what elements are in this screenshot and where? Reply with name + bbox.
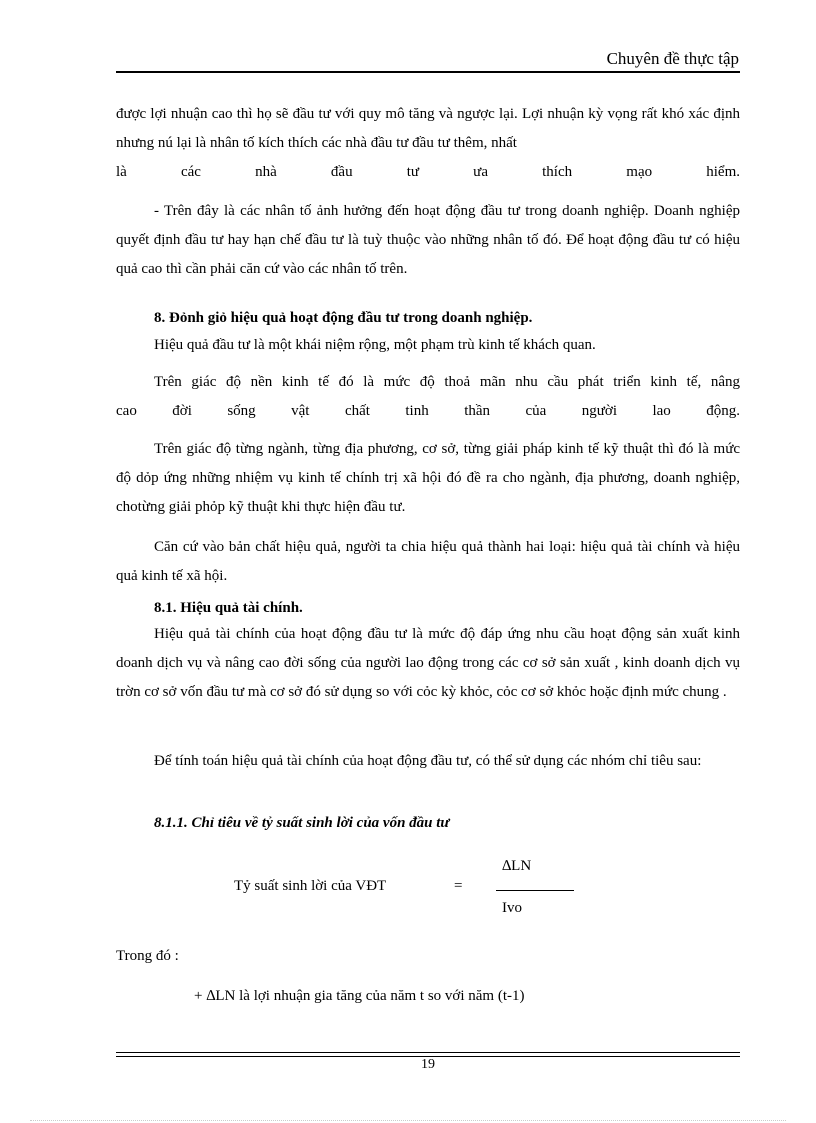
heading-section-8-1: 8.1. Hiệu quả tài chính.: [154, 600, 303, 616]
paragraph-investment-efficiency-concept: Hiệu quả đầu tư là một khái niệm rộng, một phạm trù kinh tế khách quan.: [154, 337, 596, 353]
paragraph-profit-expectation: được lợi nhuận cao thì họ sẽ đầu tư với quy mô tăng và ngược lại. Lợi nhuận kỳ vọng rất khó xác định nhưng nú lại là nhân tố kích thích các nhà đầu tư đầu tư thêm, nhất: [116, 106, 740, 151]
formula-numerator: ∆LN: [502, 858, 532, 874]
formula-equals-sign: =: [454, 878, 463, 894]
header-rule: [116, 71, 740, 73]
formula-label: Tỷ suất sinh lời của VĐT: [234, 878, 387, 894]
page-bottom-edge: [30, 1120, 786, 1121]
paragraph-classification: Căn cứ vào bản chất hiệu quả, người ta chia hiệu quả thành hai loại: hiệu quả tài chính và hiệu quả kinh tế xã hội.: [116, 539, 740, 584]
paragraph-living-standards: cao đời sống vật chất tinh thần của người lao động.: [116, 403, 740, 419]
formula-profit-rate: [116, 858, 740, 922]
notes-intro: Trong đó :: [116, 948, 179, 964]
page-number: 19: [421, 1057, 435, 1072]
paragraph-factors-summary: - Trên đây là các nhân tố ảnh hưởng đến hoạt động đầu tư trong doanh nghiệp. Doanh nghiệp quyết định đầu tư hay hạn chế đầu tư là tuỳ thuộc vào những nhân tố đó. Để hoạt động đầu tư có hiệu quả cao thì cần phải căn cứ vào các nhân tố trên.: [116, 203, 740, 277]
paragraph-financial-efficiency: Hiệu quả tài chính của hoạt động đầu tư là mức độ đáp ứng nhu cầu hoạt động sản xuất kinh doanh dịch vụ và nâng cao đời sống của người lao động trong các cơ sở sản xuất , kinh doanh dịch vụ trờn cơ sở vốn đầu tư mà cơ sở đó sử dụng so với cỏc kỳ khỏc, cỏc cơ sở khỏc hoặc định mức chung .: [116, 626, 740, 700]
heading-section-8: 8. Đỏnh giỏ hiệu quả hoạt động đầu tư trong doanh nghiệp.: [154, 310, 533, 326]
formula-fraction-bar: [496, 890, 574, 891]
paragraph-sector-perspective: Trên giác độ từng ngành, từng địa phương, cơ sở, từng giải pháp kinh tế kỹ thuật thì đó là mức độ dỏp ứng những nhiệm vụ kinh tế chính trị xã hội đó đề ra cho ngành, địa phương, doanh nghiệp, chotừng giải phỏp kỹ thuật khi thực hiện đầu tư.: [116, 441, 740, 515]
formula-denominator: Ivo: [502, 900, 522, 916]
paragraph-economy-perspective: Trên giác độ nền kinh tế đó là mức độ thoả mãn nhu cầu phát triển kinh tế, nâng: [154, 374, 740, 390]
paragraph-indicators-intro: Để tính toán hiệu quả tài chính của hoạt động đầu tư, có thể sử dụng các nhóm chỉ tiêu sau:: [154, 753, 702, 769]
heading-section-8-1-1: 8.1.1. Chỉ tiêu về tỷ suất sinh lời của vốn đầu tư: [154, 815, 450, 831]
page-header-title: Chuyên đề thực tập: [606, 49, 739, 68]
paragraph-risk-lovers: là các nhà đầu tư ưa thích mạo hiểm.: [116, 164, 740, 180]
notes-item-delta-ln: + ∆LN là lợi nhuận gia tăng của năm t so với năm (t-1): [194, 988, 525, 1004]
